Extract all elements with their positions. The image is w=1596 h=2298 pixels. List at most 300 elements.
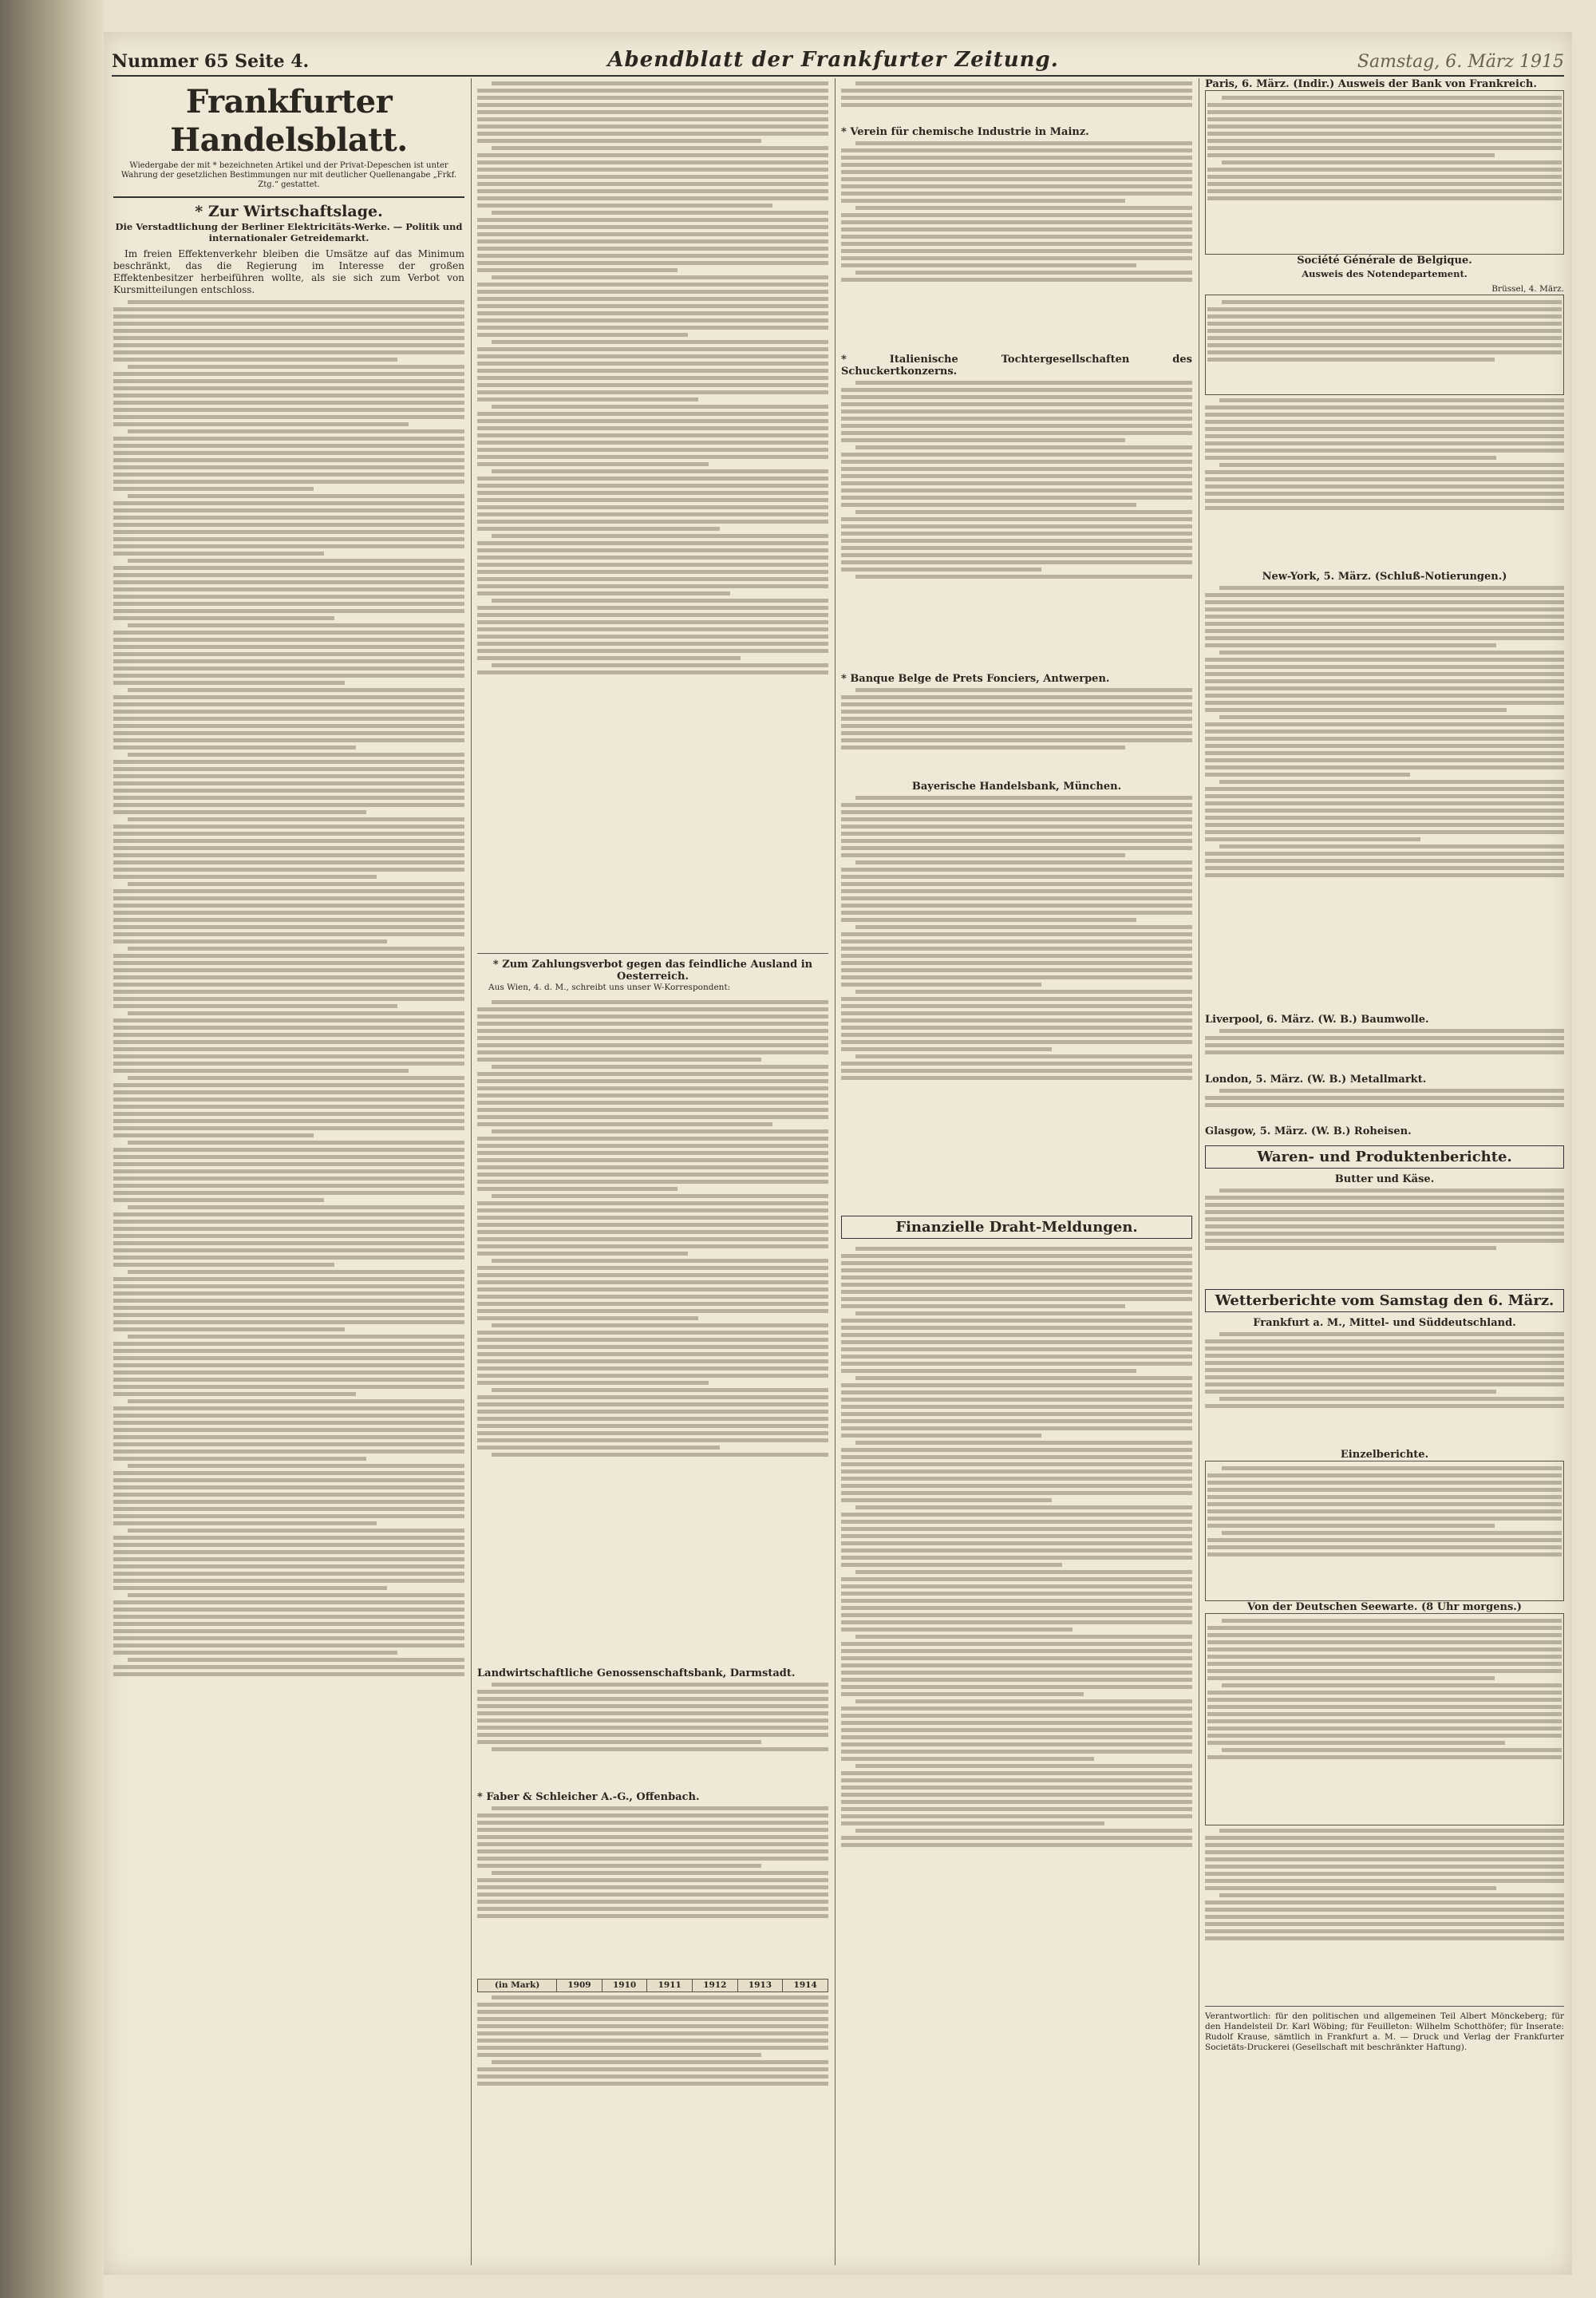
text-line (477, 505, 828, 509)
text-line (477, 1180, 828, 1184)
text-line (841, 1707, 1192, 1711)
text-line (113, 566, 464, 570)
text-line (841, 724, 1192, 728)
text-line (841, 1355, 1192, 1359)
text-line (841, 939, 1192, 943)
table-header: 1912 (693, 1980, 738, 1992)
text-line (841, 553, 1192, 557)
text-line (1205, 1196, 1564, 1200)
text-line (477, 347, 828, 351)
text-line (477, 1410, 828, 1414)
text-line (477, 175, 828, 179)
text-line (113, 595, 464, 599)
text-line (492, 1453, 828, 1457)
text-line (477, 204, 772, 208)
text-line (1205, 701, 1564, 705)
text-line (1207, 1647, 1562, 1651)
text-line (113, 616, 334, 620)
text-line (1219, 1893, 1564, 1897)
text-line (841, 1304, 1125, 1308)
text-line (841, 889, 1192, 893)
text-line (113, 358, 397, 362)
text-line (128, 623, 464, 627)
text-line (113, 1098, 464, 1102)
text-line (1207, 146, 1562, 150)
text-line (841, 1455, 1192, 1459)
text-line (1205, 441, 1564, 445)
text-line (1205, 1865, 1564, 1869)
text-line (477, 1295, 828, 1299)
text-line (855, 688, 1192, 692)
text-line (113, 853, 464, 857)
text-line (477, 613, 828, 617)
text-line (1207, 329, 1562, 333)
text-line (841, 1520, 1192, 1524)
text-line (841, 1426, 1192, 1430)
text-line (477, 376, 828, 380)
text-line (1205, 506, 1564, 510)
text-line (113, 408, 464, 412)
text-line (841, 911, 1192, 915)
text-line (1207, 1517, 1562, 1521)
text-line (855, 445, 1192, 449)
text-line (477, 153, 828, 157)
text-line (1205, 1929, 1564, 1933)
text-line (113, 1299, 464, 1303)
text-line (841, 1836, 1192, 1840)
text-line (477, 1165, 828, 1169)
text-line (1205, 470, 1564, 474)
text-line (841, 1642, 1192, 1646)
text-line (113, 889, 464, 893)
weather-report-filler (1205, 1329, 1564, 1449)
text-line (113, 918, 464, 922)
text-line (841, 1390, 1192, 1394)
text-line (1219, 780, 1564, 784)
article-body-filler (841, 685, 1192, 781)
text-line (113, 875, 377, 879)
text-line (841, 846, 1192, 850)
text-line (1205, 1036, 1564, 1040)
text-line (1205, 816, 1564, 820)
text-line (477, 1431, 828, 1435)
text-line (841, 546, 1192, 550)
text-line (841, 1254, 1192, 1258)
text-line (841, 1793, 1192, 1797)
text-line (477, 541, 828, 545)
text-line (477, 362, 828, 366)
text-line (477, 239, 828, 243)
text-line (113, 523, 464, 527)
text-line (113, 1500, 464, 1504)
text-line (841, 460, 1192, 464)
text-line (492, 1000, 828, 1004)
article-title: * Faber & Schleicher A.-G., Offenbach. (477, 1791, 700, 1803)
text-line (128, 1270, 464, 1274)
text-line (477, 1029, 828, 1033)
text-line (1207, 1669, 1562, 1673)
text-line (128, 1076, 464, 1080)
text-line (113, 710, 464, 714)
text-line (1205, 405, 1564, 409)
text-line (841, 1807, 1192, 1811)
text-line (855, 860, 1192, 864)
text-line (477, 110, 828, 114)
text-line (841, 467, 1192, 471)
text-line (477, 433, 828, 437)
text-line (113, 609, 464, 613)
text-line (1205, 600, 1564, 604)
article-body-filler (841, 78, 1192, 126)
text-line (113, 1392, 356, 1396)
imprint: Verantwortlich: für den politischen und allgemeinen Teil Albert Mönckeberg; für den Handelsteil Dr. Karl Wöbing; für Feuilleton: Wilhelm Schotthöfer; für Inserate: Rudolf Krause, sämtlich in Frankfurt a. M. — Druck und Verlag der Frankfurter Societäts-Druckerei (Gesellschaft mit beschränkter Haftung). (1205, 2011, 1564, 2052)
text-line (841, 1462, 1192, 1466)
text-line (477, 1302, 828, 1306)
text-line (492, 1065, 828, 1069)
text-line (477, 1273, 828, 1277)
text-line (855, 1635, 1192, 1639)
text-line (855, 271, 1192, 275)
text-line (113, 1256, 464, 1260)
text-line (477, 232, 828, 236)
text-line (477, 491, 828, 495)
text-line (841, 983, 1041, 987)
text-line (477, 1022, 828, 1026)
text-line (113, 1370, 464, 1374)
text-line (113, 1004, 397, 1008)
text-line (477, 2067, 828, 2071)
text-line (1205, 434, 1564, 438)
text-line (841, 1592, 1192, 1596)
text-line (128, 1011, 464, 1015)
text-line (477, 606, 828, 610)
text-line (477, 1690, 828, 1694)
text-line (477, 1885, 828, 1889)
text-line (113, 925, 464, 929)
text-line (477, 1072, 828, 1076)
text-line (1205, 492, 1564, 496)
text-line (128, 1399, 464, 1403)
text-line (477, 1287, 828, 1291)
text-line (1205, 794, 1564, 798)
text-line (477, 570, 828, 574)
text-line (477, 498, 828, 502)
section-title: Frankfurter Handelsblatt. (170, 83, 408, 159)
text-line (841, 192, 1192, 196)
text-line (113, 659, 464, 663)
text-line (113, 645, 464, 649)
text-line (113, 1435, 464, 1439)
book-binding (0, 0, 104, 2298)
text-line (477, 103, 828, 107)
text-line (841, 453, 1192, 457)
text-line (477, 1086, 828, 1090)
text-line (113, 1478, 464, 1482)
text-line (128, 1529, 464, 1533)
text-line (855, 1441, 1192, 1445)
text-line (841, 1656, 1192, 1660)
article-body-filler (841, 793, 1192, 1208)
text-line (855, 381, 1192, 385)
text-line (477, 1137, 828, 1141)
text-line (855, 796, 1192, 800)
text-line (1205, 427, 1564, 431)
text-line (113, 695, 464, 699)
text-line (477, 591, 730, 595)
text-line (1222, 1531, 1562, 1535)
text-line (113, 1406, 464, 1410)
text-line (855, 1376, 1192, 1380)
text-line (477, 247, 828, 251)
text-line (855, 1247, 1192, 1251)
text-line (113, 983, 464, 987)
text-line (841, 1800, 1192, 1804)
text-line (113, 573, 464, 577)
newspaper-page (104, 32, 1572, 2275)
text-line (113, 868, 464, 872)
text-line (841, 517, 1192, 521)
text-line (841, 256, 1192, 260)
text-line (113, 1572, 464, 1576)
text-line (113, 1155, 464, 1159)
text-line (1207, 139, 1562, 143)
text-line (855, 1570, 1192, 1574)
text-line (113, 394, 464, 398)
text-line (841, 1319, 1192, 1323)
article-body-filler (113, 300, 464, 1676)
weather-table-filler (1205, 1613, 1564, 1825)
table-header: 1910 (602, 1980, 647, 1992)
text-line (477, 383, 828, 387)
text-line (477, 1352, 828, 1356)
text-line (841, 227, 1192, 231)
article-body-filler (841, 138, 1192, 354)
text-line (1205, 622, 1564, 626)
text-line (477, 160, 828, 164)
text-line (113, 415, 464, 419)
text-line (1207, 103, 1562, 107)
text-line (841, 731, 1192, 735)
column-divider (835, 78, 836, 2265)
text-line (841, 1448, 1192, 1452)
text-line (855, 1505, 1192, 1509)
text-line (477, 390, 828, 394)
text-line (492, 534, 828, 538)
text-line (841, 438, 1125, 442)
text-line (841, 702, 1192, 706)
text-line (841, 1283, 1192, 1287)
text-line (113, 1313, 464, 1317)
text-line (113, 954, 464, 958)
text-line (113, 1234, 464, 1238)
text-line (477, 1402, 828, 1406)
text-line (477, 477, 828, 481)
text-line (841, 1628, 1073, 1632)
statistics-table-filler (1205, 90, 1564, 255)
text-line (841, 853, 1125, 857)
text-line (492, 663, 828, 667)
text-line (477, 1417, 828, 1421)
text-line (477, 139, 761, 143)
text-line (841, 1771, 1192, 1775)
text-line (477, 225, 828, 229)
stock-quotes-filler (1205, 583, 1564, 1014)
text-line (841, 184, 1192, 188)
text-line (477, 1216, 828, 1220)
text-line (113, 587, 464, 591)
text-line (113, 839, 464, 843)
text-line (1219, 651, 1564, 655)
text-line (841, 1750, 1192, 1754)
text-line (113, 451, 464, 455)
text-line (113, 1169, 464, 1173)
text-line (841, 1843, 1192, 1847)
text-line (113, 530, 464, 534)
text-line (841, 954, 1192, 958)
text-line (477, 1359, 828, 1363)
text-line (841, 1527, 1192, 1531)
text-line (1205, 859, 1564, 863)
text-line (841, 402, 1192, 406)
text-line (113, 1600, 464, 1604)
text-line (855, 575, 1192, 579)
text-line (841, 1362, 1192, 1366)
text-line (477, 1280, 828, 1284)
text-line (477, 1374, 828, 1378)
text-line (1205, 1361, 1564, 1365)
text-line (113, 1414, 464, 1418)
text-line (1207, 1626, 1562, 1630)
text-line (1205, 1096, 1564, 1100)
text-line (1205, 1210, 1564, 1214)
text-line (113, 961, 464, 965)
text-line (1205, 758, 1564, 762)
text-line (841, 1383, 1192, 1387)
text-line (841, 975, 1192, 979)
text-line (841, 1033, 1192, 1037)
text-line (477, 556, 828, 560)
text-line (855, 1311, 1192, 1315)
text-line (1205, 787, 1564, 791)
text-line (113, 1184, 464, 1188)
text-line (477, 333, 688, 337)
text-line (477, 318, 828, 322)
article-body-filler (477, 997, 828, 1667)
text-line (128, 882, 464, 886)
text-line (1205, 751, 1564, 755)
text-line (841, 199, 1125, 203)
text-line (492, 1995, 828, 1999)
text-line (1207, 307, 1562, 311)
text-line (492, 405, 828, 409)
text-line (477, 512, 828, 516)
text-line (477, 484, 828, 488)
text-line (841, 1742, 1192, 1746)
text-line (1207, 1734, 1562, 1738)
statistics-table-filler (1205, 295, 1564, 395)
text-line (841, 825, 1192, 829)
text-line (1205, 1354, 1564, 1358)
text-line (841, 89, 1192, 93)
text-line (477, 1223, 828, 1227)
text-line (1207, 336, 1562, 340)
text-line (1205, 1836, 1564, 1840)
text-line (841, 424, 1192, 428)
divider (113, 196, 464, 198)
text-line (841, 1513, 1192, 1517)
text-line (841, 263, 1136, 267)
text-line (113, 968, 464, 972)
text-line (113, 1033, 464, 1037)
text-line (477, 1101, 828, 1105)
text-line (477, 462, 709, 466)
text-line (477, 642, 828, 646)
text-line (841, 163, 1192, 167)
text-line (113, 508, 464, 512)
text-line (1205, 1239, 1564, 1243)
text-line (841, 242, 1192, 246)
text-line (113, 738, 464, 742)
text-line (113, 314, 464, 318)
text-line (113, 1665, 464, 1669)
text-line (492, 81, 828, 85)
text-line (113, 781, 464, 785)
bank-france-heading: Paris, 6. März. (Indir.) Ausweis der Bank von Frankreich. (1205, 78, 1537, 90)
table-body-filler (477, 1992, 828, 2128)
text-line (113, 1133, 314, 1137)
text-line (477, 1338, 828, 1342)
lead-article-intro: Im freien Effektenverkehr bleiben die Umsätze auf das Minimum beschränkt, das die Regierung im Interesse der großen Effektenbesitzer herbeiführen wollte, als sie sich zum Verbot von Kursmitteilungen entschloss. (113, 248, 464, 295)
article-title: * Verein für chemische Industrie in Mainz. (841, 126, 1089, 138)
article-title: * Banque Belge de Prets Fonciers, Antwerpen. (841, 673, 1110, 685)
date-line: Samstag, 6. März 1915 (1357, 52, 1564, 72)
text-line (477, 2039, 828, 2043)
text-line (841, 1491, 1192, 1495)
text-line (128, 494, 464, 498)
text-line (1205, 708, 1507, 712)
text-line (1205, 413, 1564, 417)
text-line (113, 1284, 464, 1288)
text-line (841, 1685, 1192, 1689)
text-line (1205, 1382, 1564, 1386)
text-line (477, 189, 828, 193)
text-line (113, 1586, 387, 1590)
text-line (1207, 196, 1562, 200)
text-line (1205, 1404, 1564, 1408)
text-line (113, 401, 464, 405)
faber-financial-table (477, 1979, 828, 1992)
text-line (1207, 1676, 1495, 1680)
text-line (113, 1018, 464, 1022)
text-line (841, 1692, 1084, 1696)
text-line (477, 1857, 828, 1861)
text-line (841, 1347, 1192, 1351)
text-line (477, 1173, 828, 1177)
text-line (477, 196, 828, 200)
text-line (1219, 715, 1564, 719)
text-line (113, 1507, 464, 1511)
article-body-filler (477, 78, 828, 948)
text-line (113, 1557, 464, 1561)
text-line (841, 1663, 1192, 1667)
text-line (113, 932, 464, 936)
column-3 (841, 78, 1192, 2265)
text-line (1207, 125, 1562, 129)
text-line (841, 1757, 1094, 1761)
text-line (1207, 343, 1562, 347)
text-line (1207, 1552, 1562, 1556)
text-line (477, 1230, 828, 1234)
